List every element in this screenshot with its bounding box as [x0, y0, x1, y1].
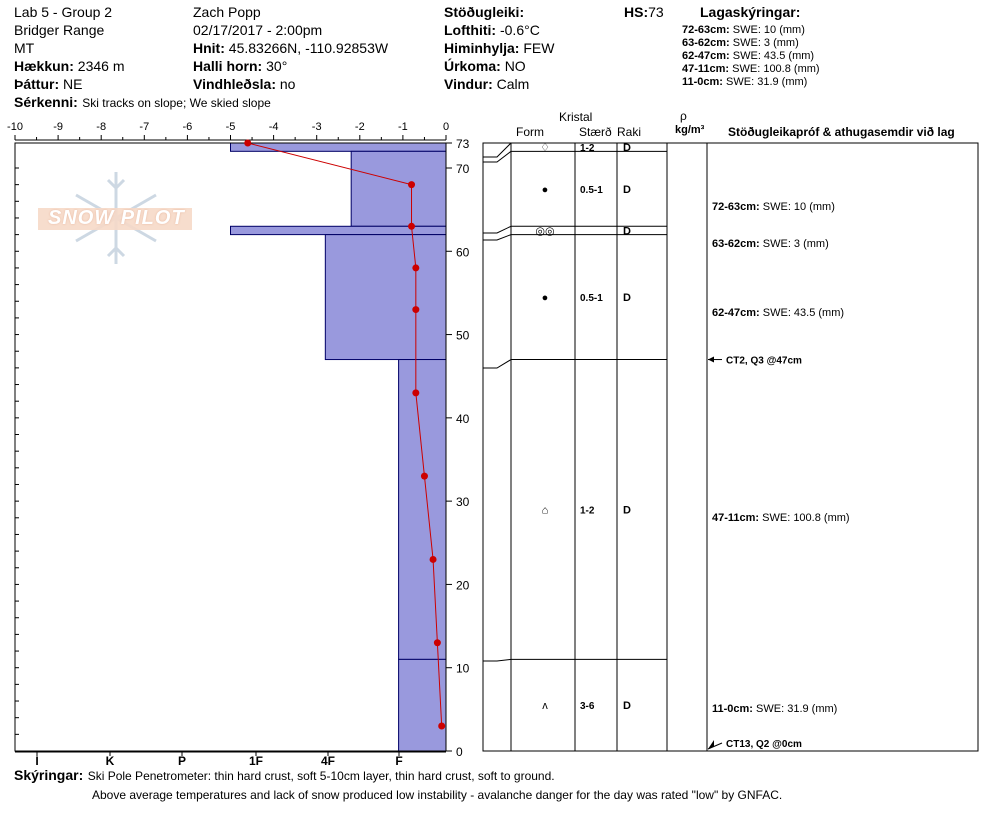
- form-header: Form: [516, 125, 544, 139]
- size-header: Stærð: [579, 125, 612, 139]
- temp-tick-label: -1: [398, 121, 408, 133]
- temperature-point: [412, 264, 419, 271]
- grain-form-symbol: ⌂: [541, 504, 549, 517]
- elevation-value: 2346 m: [77, 58, 125, 74]
- remarks-row: 72-63cm: SWE: 10 (mm): [712, 201, 835, 213]
- grain-form-symbol: ♢: [540, 142, 550, 155]
- height-tick-label: 40: [456, 411, 470, 426]
- height-tick-label: 10: [456, 661, 470, 676]
- legend-value: SWE: 10 (mm): [732, 24, 805, 36]
- layer-connector: [483, 226, 511, 233]
- remarks-row: 11-0cm: SWE: 31.9 (mm): [712, 703, 838, 715]
- wind-load-label: Vindhleðsla:: [193, 76, 276, 92]
- grain-size: 0.5-1: [580, 184, 603, 196]
- legend-value: SWE: 31.9 (mm): [726, 76, 808, 88]
- density-unit-header: kg/m³: [675, 124, 705, 136]
- legend-value: SWE: 3 (mm): [732, 37, 799, 49]
- temperature-point: [408, 181, 415, 188]
- hardness-tick-label: K: [105, 754, 115, 768]
- stability-test: CT2, Q3 @47cm: [726, 355, 802, 367]
- remarks-row: 47-11cm: SWE: 100.8 (mm): [712, 512, 850, 524]
- stability-test: CT13, Q2 @0cm: [726, 739, 802, 750]
- temperature-point: [430, 556, 437, 563]
- grain-size: 1-2: [580, 143, 595, 155]
- layer-connector: [483, 235, 511, 240]
- hardness-bar: [399, 360, 446, 660]
- hardness-bar: [325, 235, 446, 360]
- grain-form-symbol: ●: [541, 183, 549, 196]
- slope-value: 30°: [266, 58, 288, 74]
- wind-value: Calm: [496, 76, 530, 92]
- temperature-point: [438, 723, 445, 730]
- crystal-header: Kristal: [559, 110, 593, 124]
- precip-label: Úrkoma:: [444, 58, 501, 74]
- remarks-row: 62-47cm: SWE: 43.5 (mm): [712, 307, 845, 319]
- grain-form-symbol: ʌ: [542, 700, 548, 713]
- wetness: D: [623, 700, 631, 713]
- legend-value: SWE: 100.8 (mm): [732, 63, 820, 75]
- wetness: D: [623, 292, 631, 305]
- notes-line2: Above average temperatures and lack of snow produced low instability - avalanche danger for the day was rated "low" by GNFAC.: [92, 788, 783, 802]
- datetime: 02/17/2017 - 2:00pm: [193, 22, 323, 38]
- hardness-tick-label: 1F: [248, 754, 264, 768]
- wetness: D: [623, 225, 631, 238]
- logo-text: SNOW PILOT: [48, 207, 185, 229]
- grain-size: 3-6: [580, 701, 595, 713]
- temperature-point: [244, 140, 251, 147]
- legend-key: 11-0cm:: [682, 76, 723, 88]
- temperature-point: [412, 306, 419, 313]
- aspect-value: NE: [63, 76, 83, 92]
- airtemp-label: Lofthiti:: [444, 22, 497, 38]
- hs-label: HS:: [624, 4, 649, 20]
- stability-label: Stöðugleiki:: [444, 4, 525, 20]
- legend-key: 62-47cm:: [682, 50, 730, 62]
- temp-tick-label: 0: [442, 121, 450, 133]
- hs-value: 73: [648, 4, 664, 20]
- notes-line1: Ski Pole Penetrometer: thin hard crust, soft 5-10cm layer, thin hard crust, soft to ground.: [87, 769, 555, 783]
- temp-tick-label: -6: [182, 121, 193, 133]
- temp-tick-label: -4: [268, 121, 279, 133]
- coords-label: Hnit:: [193, 40, 225, 56]
- precip-value: NO: [504, 58, 526, 74]
- layer-connector: [483, 360, 511, 368]
- wetness-header: Raki: [617, 125, 642, 139]
- notes: [14, 768, 555, 784]
- wetness: D: [623, 504, 631, 517]
- temp-tick-label: -9: [53, 121, 63, 133]
- height-tick-label: 20: [456, 578, 470, 593]
- wind-load-value: no: [279, 76, 296, 92]
- elevation-label: Hækkun:: [14, 58, 74, 74]
- test-arrowhead: [708, 357, 714, 363]
- temperature-point: [421, 473, 428, 480]
- grain-form-symbol: ◎◎: [535, 225, 555, 238]
- legend-key: 72-63cm:: [682, 24, 730, 36]
- temp-tick-label: -3: [311, 121, 322, 133]
- grain-form-symbol: ●: [541, 292, 549, 305]
- remarks-row: 63-62cm: SWE: 3 (mm): [712, 238, 829, 250]
- coords-value: 45.83266N, -110.92853W: [228, 40, 389, 56]
- height-tick-label: 73: [456, 137, 470, 151]
- temperature-point: [408, 223, 415, 230]
- hardness-tick-label: F: [395, 754, 403, 768]
- range-name: Bridger Range: [14, 22, 105, 38]
- site-name: Lab 5 - Group 2: [14, 4, 113, 20]
- wetness: D: [623, 142, 631, 155]
- features-label: Sérkenni:: [14, 94, 78, 110]
- height-tick-label: 50: [456, 328, 470, 343]
- grain-size: 0.5-1: [580, 293, 603, 305]
- hardness-bar: [351, 151, 446, 226]
- sky-value: FEW: [523, 40, 555, 56]
- aspect-label: Þáttur:: [14, 76, 60, 92]
- hardness-tick-label: I: [35, 754, 39, 768]
- hardness-tick-label: 4F: [320, 754, 336, 768]
- hardness-tick-label: P: [177, 754, 187, 768]
- temp-tick-label: -8: [96, 121, 107, 133]
- state-name: MT: [14, 40, 35, 56]
- temp-tick-label: -2: [354, 121, 365, 133]
- wind-label: Vindur:: [444, 76, 493, 92]
- layer-connector: [483, 659, 511, 661]
- legend-title: Lagaskýringar:: [700, 4, 801, 20]
- height-tick-label: 30: [456, 495, 470, 510]
- grain-size: 1-2: [580, 505, 595, 517]
- slope-label: Halli horn:: [193, 58, 263, 74]
- features-value: Ski tracks on slope; We skied slope: [82, 96, 271, 110]
- airtemp-value: -0.6°C: [499, 22, 540, 38]
- notes-label: Skýringar:: [14, 767, 84, 783]
- temperature-point: [412, 389, 419, 396]
- temp-tick-label: -10: [7, 121, 23, 133]
- height-tick-label: 70: [456, 161, 470, 176]
- legend-key: 47-11cm:: [682, 63, 730, 75]
- height-tick-label: 0: [456, 745, 463, 759]
- remarks-header: Stöðugleikapróf & athugasemdir við lag: [728, 125, 955, 139]
- legend-key: 63-62cm:: [682, 37, 730, 49]
- temp-tick-label: -5: [225, 121, 236, 133]
- temp-tick-label: -7: [139, 121, 150, 133]
- sky-label: Himinhylja:: [444, 40, 520, 56]
- observer: Zach Popp: [193, 4, 261, 20]
- height-tick-label: 60: [456, 245, 470, 260]
- rho-header: ρ: [680, 109, 687, 123]
- wetness: D: [623, 183, 631, 196]
- temperature-point: [434, 639, 441, 646]
- legend-value: SWE: 43.5 (mm): [732, 50, 815, 62]
